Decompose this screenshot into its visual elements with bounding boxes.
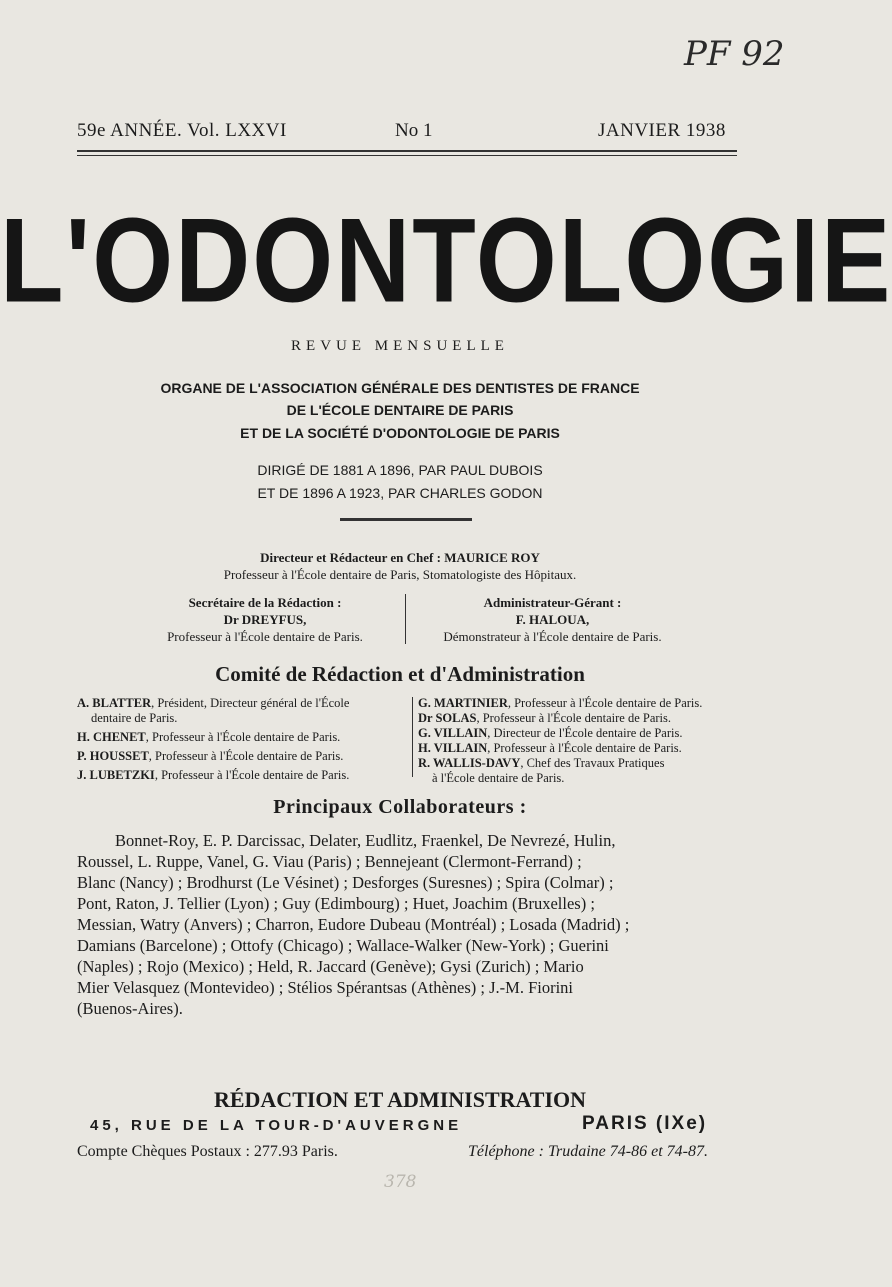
header-date: JANVIER 1938 [598, 120, 726, 141]
header-rule-top [77, 150, 737, 152]
administrator-title: Démonstrateur à l'École dentaire de Paris. [443, 629, 662, 644]
pencil-number: 378 [384, 1172, 417, 1192]
committee-member: J. LUBETZKI, Professeur à l'École dentaire de Paris. [77, 768, 350, 782]
collaborators-list [77, 830, 737, 1019]
footer-address: 45, RUE DE LA TOUR-D'AUVERGNE [90, 1117, 463, 1134]
footer-city: PARIS (IXe) [582, 1113, 708, 1134]
committee-member: A. BLATTER, Président, Directeur général de l'École [77, 696, 350, 710]
collaborators-line: Bonnet-Roy, E. P. Darcissac, Delater, Eudlitz, Fraenkel, De Nevrezé, Hulin, [115, 831, 616, 850]
committee-left-column [77, 696, 407, 783]
directed-line-1: DIRIGÉ DE 1881 A 1896, PAR PAUL DUBOIS [257, 462, 543, 478]
directed-line-2: ET DE 1896 A 1923, PAR CHARLES GODON [257, 485, 543, 501]
vertical-divider [405, 594, 406, 644]
committee-member-cont: à l'École dentaire de Paris. [432, 771, 565, 785]
collaborators-line: (Buenos-Aires). [77, 999, 183, 1018]
handwritten-ref: PF 92 [684, 34, 785, 74]
committee-heading: Comité de Rédaction et d'Administration [215, 662, 585, 686]
administrator-name: F. HALOUA, [515, 612, 590, 627]
collaborators-line: Messian, Watry (Anvers) ; Charron, Eudore Dubeau (Montréal) ; Losada (Madrid) ; [77, 915, 630, 934]
collaborators-line: (Naples) ; Rojo (Mexico) ; Held, R. Jaccard (Genève); Gysi (Zurich) ; Mario [77, 957, 584, 976]
committee-member: Dr SOLAS, Professeur à l'École dentaire de Paris. [418, 711, 672, 725]
header-annee: 59e ANNÉE. Vol. LXXVI [77, 120, 287, 141]
collaborators-heading: Principaux Collaborateurs : [273, 796, 527, 818]
director-title: Professeur à l'École dentaire de Paris, Stomatologiste des Hôpitaux. [223, 567, 577, 582]
committee-right-column [418, 696, 740, 786]
committee-member: H. VILLAIN, Professeur à l'École dentaire de Paris. [418, 741, 682, 755]
organ-line-3: ET DE LA SOCIÉTÉ D'ODONTOLOGIE DE PARIS [240, 425, 560, 441]
organ-line-1: ORGANE DE L'ASSOCIATION GÉNÉRALE DES DENTISTES DE FRANCE [160, 380, 640, 396]
committee-member: H. CHENET, Professeur à l'École dentaire de Paris. [77, 730, 341, 744]
director-line: Directeur et Rédacteur en Chef : MAURICE ROY [260, 550, 540, 565]
secretary-block [130, 594, 400, 645]
collaborators-line: Pont, Raton, J. Tellier (Lyon) ; Guy (Edimbourg) ; Huet, Joachim (Bruxelles) ; [77, 894, 595, 913]
collaborators-line: Blanc (Nancy) ; Brodhurst (Le Vésinet) ; Desforges (Suresnes) ; Spira (Colmar) ; [77, 873, 614, 892]
committee-member: G. MARTINIER, Professeur à l'École dentaire de Paris. [418, 696, 703, 710]
footer-cheques: Compte Chèques Postaux : 277.93 Paris. [77, 1143, 338, 1160]
collaborators-line: Damians (Barcelone) ; Ottofy (Chicago) ; Wallace-Walker (New-York) ; Guerini [77, 936, 609, 955]
committee-member: R. WALLIS-DAVY, Chef des Travaux Pratiques [418, 756, 665, 770]
secretary-name: Dr DREYFUS, [223, 612, 307, 627]
header-rule-bottom [77, 155, 737, 156]
administrator-role: Administrateur-Gérant : [483, 595, 622, 610]
section-divider [340, 518, 472, 521]
committee-member: P. HOUSSET, Professeur à l'École dentaire de Paris. [77, 749, 344, 763]
footer-heading: RÉDACTION ET ADMINISTRATION [213, 1087, 587, 1112]
footer-phone: Téléphone : Trudaine 74-86 et 74-87. [468, 1143, 708, 1160]
secretary-role: Secrétaire de la Rédaction : [188, 595, 342, 610]
administrator-block [420, 594, 685, 645]
header-numero: No 1 [395, 120, 433, 141]
committee-divider [412, 697, 413, 777]
collaborators-line: Mier Velasquez (Montevideo) ; Stélios Spérantsas (Athènes) ; J.-M. Fiorini [77, 978, 573, 997]
organ-line-2: DE L'ÉCOLE DENTAIRE DE PARIS [286, 402, 514, 418]
secretary-title: Professeur à l'École dentaire de Paris. [167, 629, 363, 644]
committee-member-cont: dentaire de Paris. [91, 711, 178, 725]
journal-subtitle: REVUE MENSUELLE [291, 338, 509, 354]
collaborators-line: Roussel, L. Ruppe, Vanel, G. Viau (Paris) ; Bennejeant (Clermont-Ferrand) ; [77, 852, 582, 871]
committee-member: G. VILLAIN, Directeur de l'École dentaire de Paris. [418, 726, 683, 740]
journal-title: L'ODONTOLOGIE [0, 194, 892, 328]
